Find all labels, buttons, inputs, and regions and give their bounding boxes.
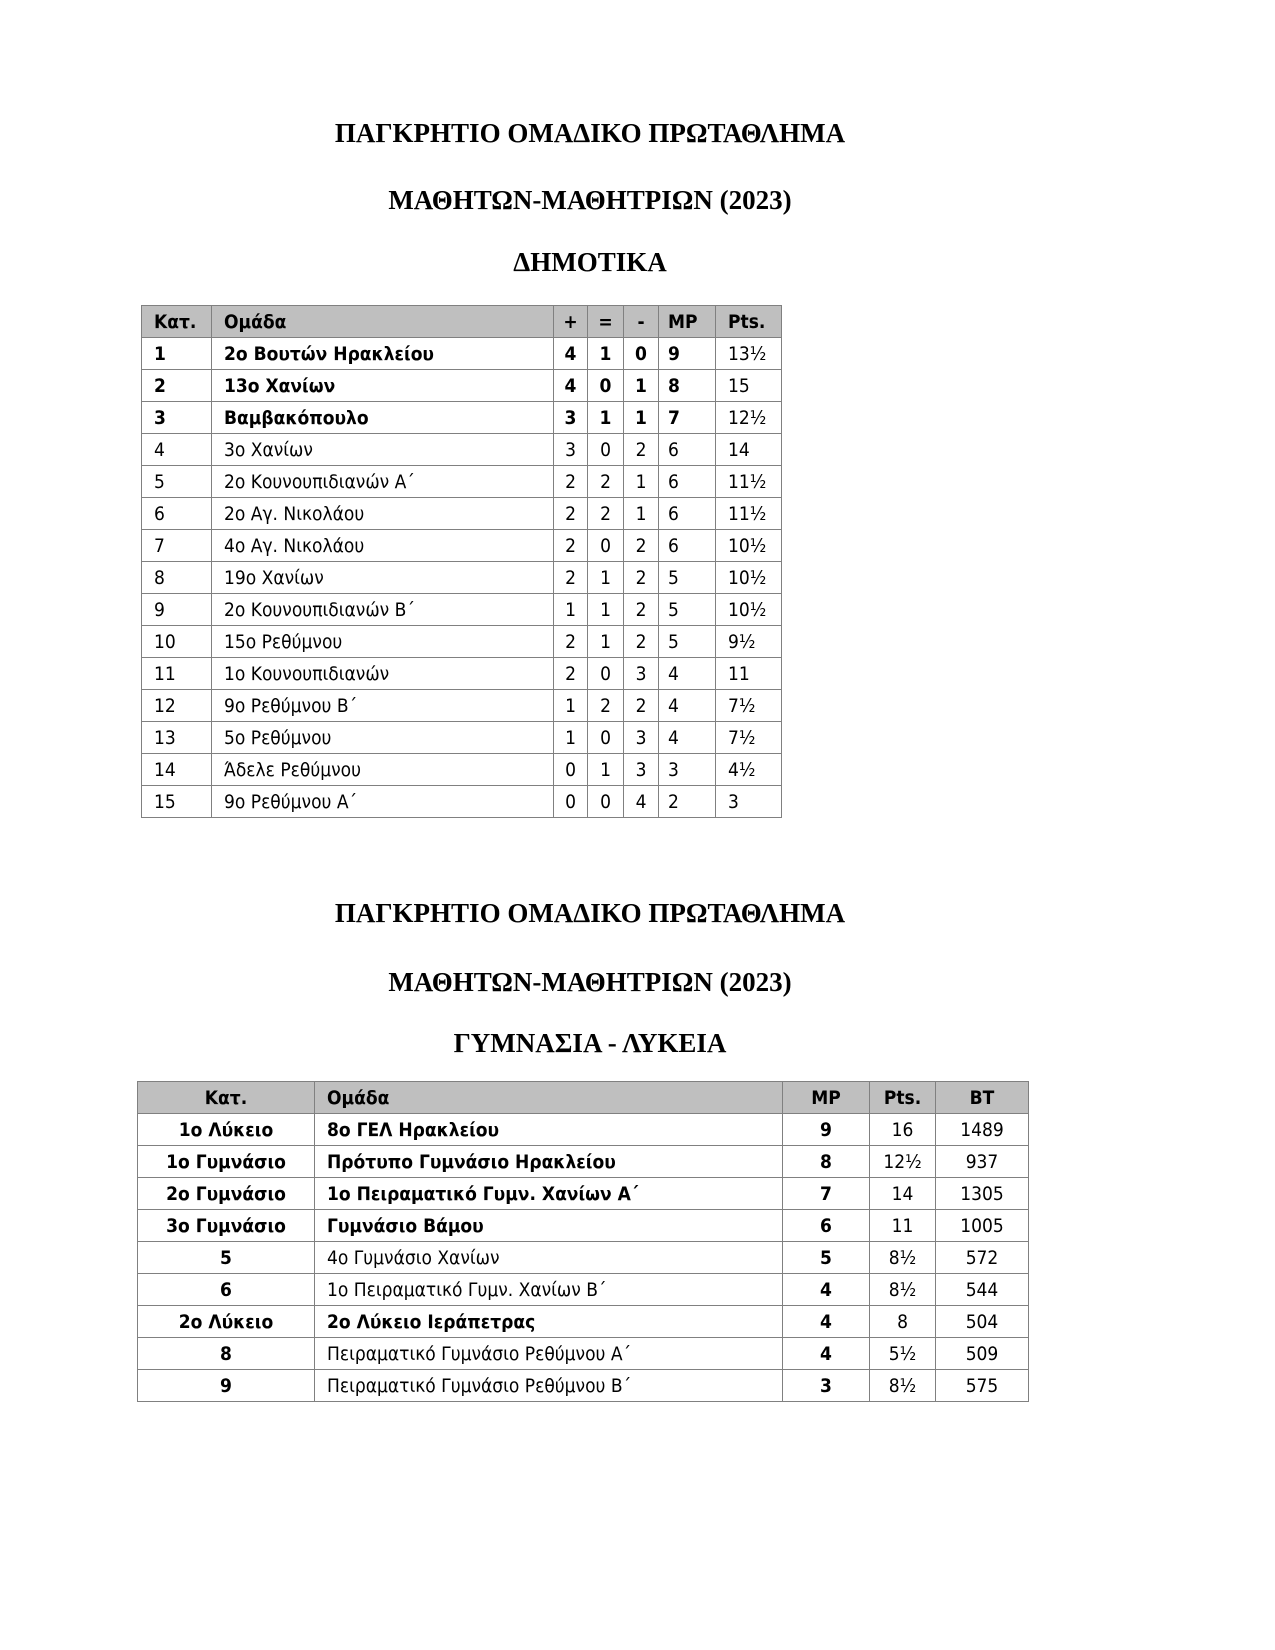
header-rank: Κατ. [142, 306, 212, 338]
team-cell: Πρότυπο Γυμνάσιο Ηρακλείου [315, 1146, 783, 1178]
section2-title-line3: ΓΥΜΝΑΣΙΑ - ΛΥΚΕΙΑ [453, 1028, 727, 1058]
match-points-cell: 5 [659, 626, 716, 658]
wins-cell: 2 [554, 562, 588, 594]
header-points: Pts. [870, 1082, 936, 1114]
team-cell: 1ο Πειραματικό Γυμν. Χανίων Α΄ [315, 1178, 783, 1210]
rank-cell: 11 [142, 658, 212, 690]
wins-cell: 4 [554, 338, 588, 370]
table-row [142, 626, 782, 658]
team-cell: 2ο Βουτών Ηρακλείου [212, 338, 554, 370]
draws-cell: 1 [588, 402, 624, 434]
table-row [142, 434, 782, 466]
table-row [142, 658, 782, 690]
wins-cell: 2 [554, 626, 588, 658]
header-team: Ομάδα [212, 306, 554, 338]
match-points-cell: 6 [659, 498, 716, 530]
header-team: Ομάδα [315, 1082, 783, 1114]
wins-cell: 0 [554, 786, 588, 818]
points-cell: 8½ [870, 1370, 936, 1402]
losses-cell: 1 [624, 466, 659, 498]
rank-cell: 4 [142, 434, 212, 466]
team-cell: 2ο Κουνουπιδιανών Α΄ [212, 466, 554, 498]
wins-cell: 2 [554, 466, 588, 498]
rank-cell: 1 [142, 338, 212, 370]
rank-cell: 2 [142, 370, 212, 402]
match-points-cell: 4 [659, 658, 716, 690]
table-row [138, 1178, 1029, 1210]
table-row [138, 1114, 1029, 1146]
rank-cell: 14 [142, 754, 212, 786]
table-row [142, 562, 782, 594]
table-row [142, 594, 782, 626]
wins-cell: 2 [554, 658, 588, 690]
rank-cell: 9 [142, 594, 212, 626]
draws-cell: 2 [588, 498, 624, 530]
tiebreak-cell: 575 [936, 1370, 1029, 1402]
wins-cell: 1 [554, 594, 588, 626]
draws-cell: 0 [588, 370, 624, 402]
team-cell: 9ο Ρεθύμνου Α΄ [212, 786, 554, 818]
table-row [142, 370, 782, 402]
rank-cell: 5 [142, 466, 212, 498]
secondary-schools-standings-table [137, 1081, 1029, 1402]
match-points-cell: 6 [659, 466, 716, 498]
tiebreak-cell: 1005 [936, 1210, 1029, 1242]
points-cell: 8 [870, 1306, 936, 1338]
rank-cell: 15 [142, 786, 212, 818]
rank-cell: 7 [142, 530, 212, 562]
match-points-cell: 7 [783, 1178, 870, 1210]
losses-cell: 0 [624, 338, 659, 370]
points-cell: 12½ [716, 402, 782, 434]
section1-title-line2: ΜΑΘΗΤΩΝ-ΜΑΘΗΤΡΙΩΝ (2023) [388, 185, 792, 215]
losses-cell: 2 [624, 690, 659, 722]
team-cell: Γυμνάσιο Βάμου [315, 1210, 783, 1242]
rank-cell: 12 [142, 690, 212, 722]
table-row [138, 1338, 1029, 1370]
points-cell: 8½ [870, 1274, 936, 1306]
match-points-cell: 8 [659, 370, 716, 402]
match-points-cell: 7 [659, 402, 716, 434]
tiebreak-cell: 572 [936, 1242, 1029, 1274]
match-points-cell: 5 [659, 562, 716, 594]
points-cell: 7½ [716, 722, 782, 754]
rank-cell: 6 [142, 498, 212, 530]
match-points-cell: 3 [783, 1370, 870, 1402]
points-cell: 11 [716, 658, 782, 690]
match-points-cell: 6 [659, 530, 716, 562]
rank-cell: 13 [142, 722, 212, 754]
team-cell: 2ο Κουνουπιδιανών Β΄ [212, 594, 554, 626]
rank-cell: 8 [138, 1338, 315, 1370]
team-cell: 1ο Πειραματικό Γυμν. Χανίων Β΄ [315, 1274, 783, 1306]
tiebreak-cell: 544 [936, 1274, 1029, 1306]
draws-cell: 0 [588, 434, 624, 466]
draws-cell: 1 [588, 626, 624, 658]
match-points-cell: 4 [783, 1306, 870, 1338]
rank-cell: 10 [142, 626, 212, 658]
wins-cell: 1 [554, 690, 588, 722]
rank-cell: 2ο Γυμνάσιο [138, 1178, 315, 1210]
points-cell: 16 [870, 1114, 936, 1146]
section1-title-line1: ΠΑΓΚΡΗΤΙΟ ΟΜΑΔΙΚΟ ΠΡΩΤΑΘΛΗΜΑ [334, 118, 846, 148]
header-match-points: MP [783, 1082, 870, 1114]
wins-cell: 2 [554, 498, 588, 530]
match-points-cell: 5 [659, 594, 716, 626]
draws-cell: 2 [588, 466, 624, 498]
table-row [142, 466, 782, 498]
team-cell: 4ο Γυμνάσιο Χανίων [315, 1242, 783, 1274]
match-points-cell: 6 [783, 1210, 870, 1242]
table-row [142, 530, 782, 562]
table-header-row [138, 1082, 1029, 1114]
table-row [142, 338, 782, 370]
losses-cell: 4 [624, 786, 659, 818]
points-cell: 4½ [716, 754, 782, 786]
points-cell: 10½ [716, 530, 782, 562]
points-cell: 14 [716, 434, 782, 466]
points-cell: 10½ [716, 594, 782, 626]
wins-cell: 4 [554, 370, 588, 402]
rank-cell: 2ο Λύκειο [138, 1306, 315, 1338]
match-points-cell: 9 [659, 338, 716, 370]
team-cell: 8ο ΓΕΛ Ηρακλείου [315, 1114, 783, 1146]
points-cell: 10½ [716, 562, 782, 594]
team-cell: Πειραματικό Γυμνάσιο Ρεθύμνου Α΄ [315, 1338, 783, 1370]
match-points-cell: 4 [659, 722, 716, 754]
team-cell: 5ο Ρεθύμνου [212, 722, 554, 754]
rank-cell: 3ο Γυμνάσιο [138, 1210, 315, 1242]
table-row [138, 1210, 1029, 1242]
losses-cell: 2 [624, 562, 659, 594]
team-cell: Άδελε Ρεθύμνου [212, 754, 554, 786]
draws-cell: 1 [588, 338, 624, 370]
losses-cell: 1 [624, 498, 659, 530]
section1-title-line3: ΔΗΜΟΤΙΚΑ [513, 247, 667, 277]
table-row [138, 1274, 1029, 1306]
losses-cell: 1 [624, 370, 659, 402]
points-cell: 5½ [870, 1338, 936, 1370]
tiebreak-cell: 1305 [936, 1178, 1029, 1210]
draws-cell: 1 [588, 562, 624, 594]
draws-cell: 2 [588, 690, 624, 722]
wins-cell: 2 [554, 530, 588, 562]
match-points-cell: 6 [659, 434, 716, 466]
section2-title-line2: ΜΑΘΗΤΩΝ-ΜΑΘΗΤΡΙΩΝ (2023) [388, 967, 792, 997]
points-cell: 15 [716, 370, 782, 402]
match-points-cell: 5 [783, 1242, 870, 1274]
losses-cell: 2 [624, 594, 659, 626]
wins-cell: 3 [554, 434, 588, 466]
table-row [138, 1306, 1029, 1338]
points-cell: 11½ [716, 466, 782, 498]
rank-cell: 9 [138, 1370, 315, 1402]
tiebreak-cell: 1489 [936, 1114, 1029, 1146]
losses-cell: 2 [624, 530, 659, 562]
table-row [138, 1146, 1029, 1178]
draws-cell: 0 [588, 786, 624, 818]
team-cell: 2ο Αγ. Νικολάου [212, 498, 554, 530]
team-cell: 2ο Λύκειο Ιεράπετρας [315, 1306, 783, 1338]
draws-cell: 0 [588, 658, 624, 690]
rank-cell: 3 [142, 402, 212, 434]
match-points-cell: 4 [659, 690, 716, 722]
rank-cell: 1ο Γυμνάσιο [138, 1146, 315, 1178]
points-cell: 9½ [716, 626, 782, 658]
match-points-cell: 2 [659, 786, 716, 818]
points-cell: 7½ [716, 690, 782, 722]
points-cell: 13½ [716, 338, 782, 370]
team-cell: 15ο Ρεθύμνου [212, 626, 554, 658]
team-cell: 1ο Κουνουπιδιανών [212, 658, 554, 690]
match-points-cell: 9 [783, 1114, 870, 1146]
table-header-row [142, 306, 782, 338]
team-cell: 9ο Ρεθύμνου Β΄ [212, 690, 554, 722]
table-row [138, 1370, 1029, 1402]
team-cell: 19ο Χανίων [212, 562, 554, 594]
match-points-cell: 8 [783, 1146, 870, 1178]
draws-cell: 0 [588, 722, 624, 754]
header-draws: = [588, 306, 624, 338]
section2-title-line1: ΠΑΓΚΡΗΤΙΟ ΟΜΑΔΙΚΟ ΠΡΩΤΑΘΛΗΜΑ [334, 898, 846, 928]
header-wins: + [554, 306, 588, 338]
draws-cell: 0 [588, 530, 624, 562]
losses-cell: 1 [624, 402, 659, 434]
table-row [142, 402, 782, 434]
rank-cell: 8 [142, 562, 212, 594]
rank-cell: 5 [138, 1242, 315, 1274]
match-points-cell: 4 [783, 1274, 870, 1306]
primary-schools-standings-table [141, 305, 782, 818]
points-cell: 14 [870, 1178, 936, 1210]
points-cell: 8½ [870, 1242, 936, 1274]
team-cell: Πειραματικό Γυμνάσιο Ρεθύμνου Β΄ [315, 1370, 783, 1402]
team-cell: 3ο Χανίων [212, 434, 554, 466]
losses-cell: 3 [624, 754, 659, 786]
points-cell: 3 [716, 786, 782, 818]
points-cell: 11 [870, 1210, 936, 1242]
rank-cell: 6 [138, 1274, 315, 1306]
points-cell: 11½ [716, 498, 782, 530]
header-tiebreak: BT [936, 1082, 1029, 1114]
draws-cell: 1 [588, 594, 624, 626]
tiebreak-cell: 504 [936, 1306, 1029, 1338]
wins-cell: 1 [554, 722, 588, 754]
wins-cell: 3 [554, 402, 588, 434]
header-points: Pts. [716, 306, 782, 338]
wins-cell: 0 [554, 754, 588, 786]
losses-cell: 2 [624, 434, 659, 466]
losses-cell: 2 [624, 626, 659, 658]
team-cell: 13ο Χανίων [212, 370, 554, 402]
match-points-cell: 3 [659, 754, 716, 786]
match-points-cell: 4 [783, 1338, 870, 1370]
header-losses: - [624, 306, 659, 338]
tiebreak-cell: 509 [936, 1338, 1029, 1370]
header-match-points: MP [659, 306, 716, 338]
table-row [142, 786, 782, 818]
table-row [142, 722, 782, 754]
table-row [142, 754, 782, 786]
losses-cell: 3 [624, 658, 659, 690]
tiebreak-cell: 937 [936, 1146, 1029, 1178]
points-cell: 12½ [870, 1146, 936, 1178]
draws-cell: 1 [588, 754, 624, 786]
losses-cell: 3 [624, 722, 659, 754]
table-row [142, 690, 782, 722]
team-cell: 4ο Αγ. Νικολάου [212, 530, 554, 562]
header-rank: Κατ. [138, 1082, 315, 1114]
table-row [138, 1242, 1029, 1274]
team-cell: Βαμβακόπουλο [212, 402, 554, 434]
table-row [142, 498, 782, 530]
rank-cell: 1ο Λύκειο [138, 1114, 315, 1146]
